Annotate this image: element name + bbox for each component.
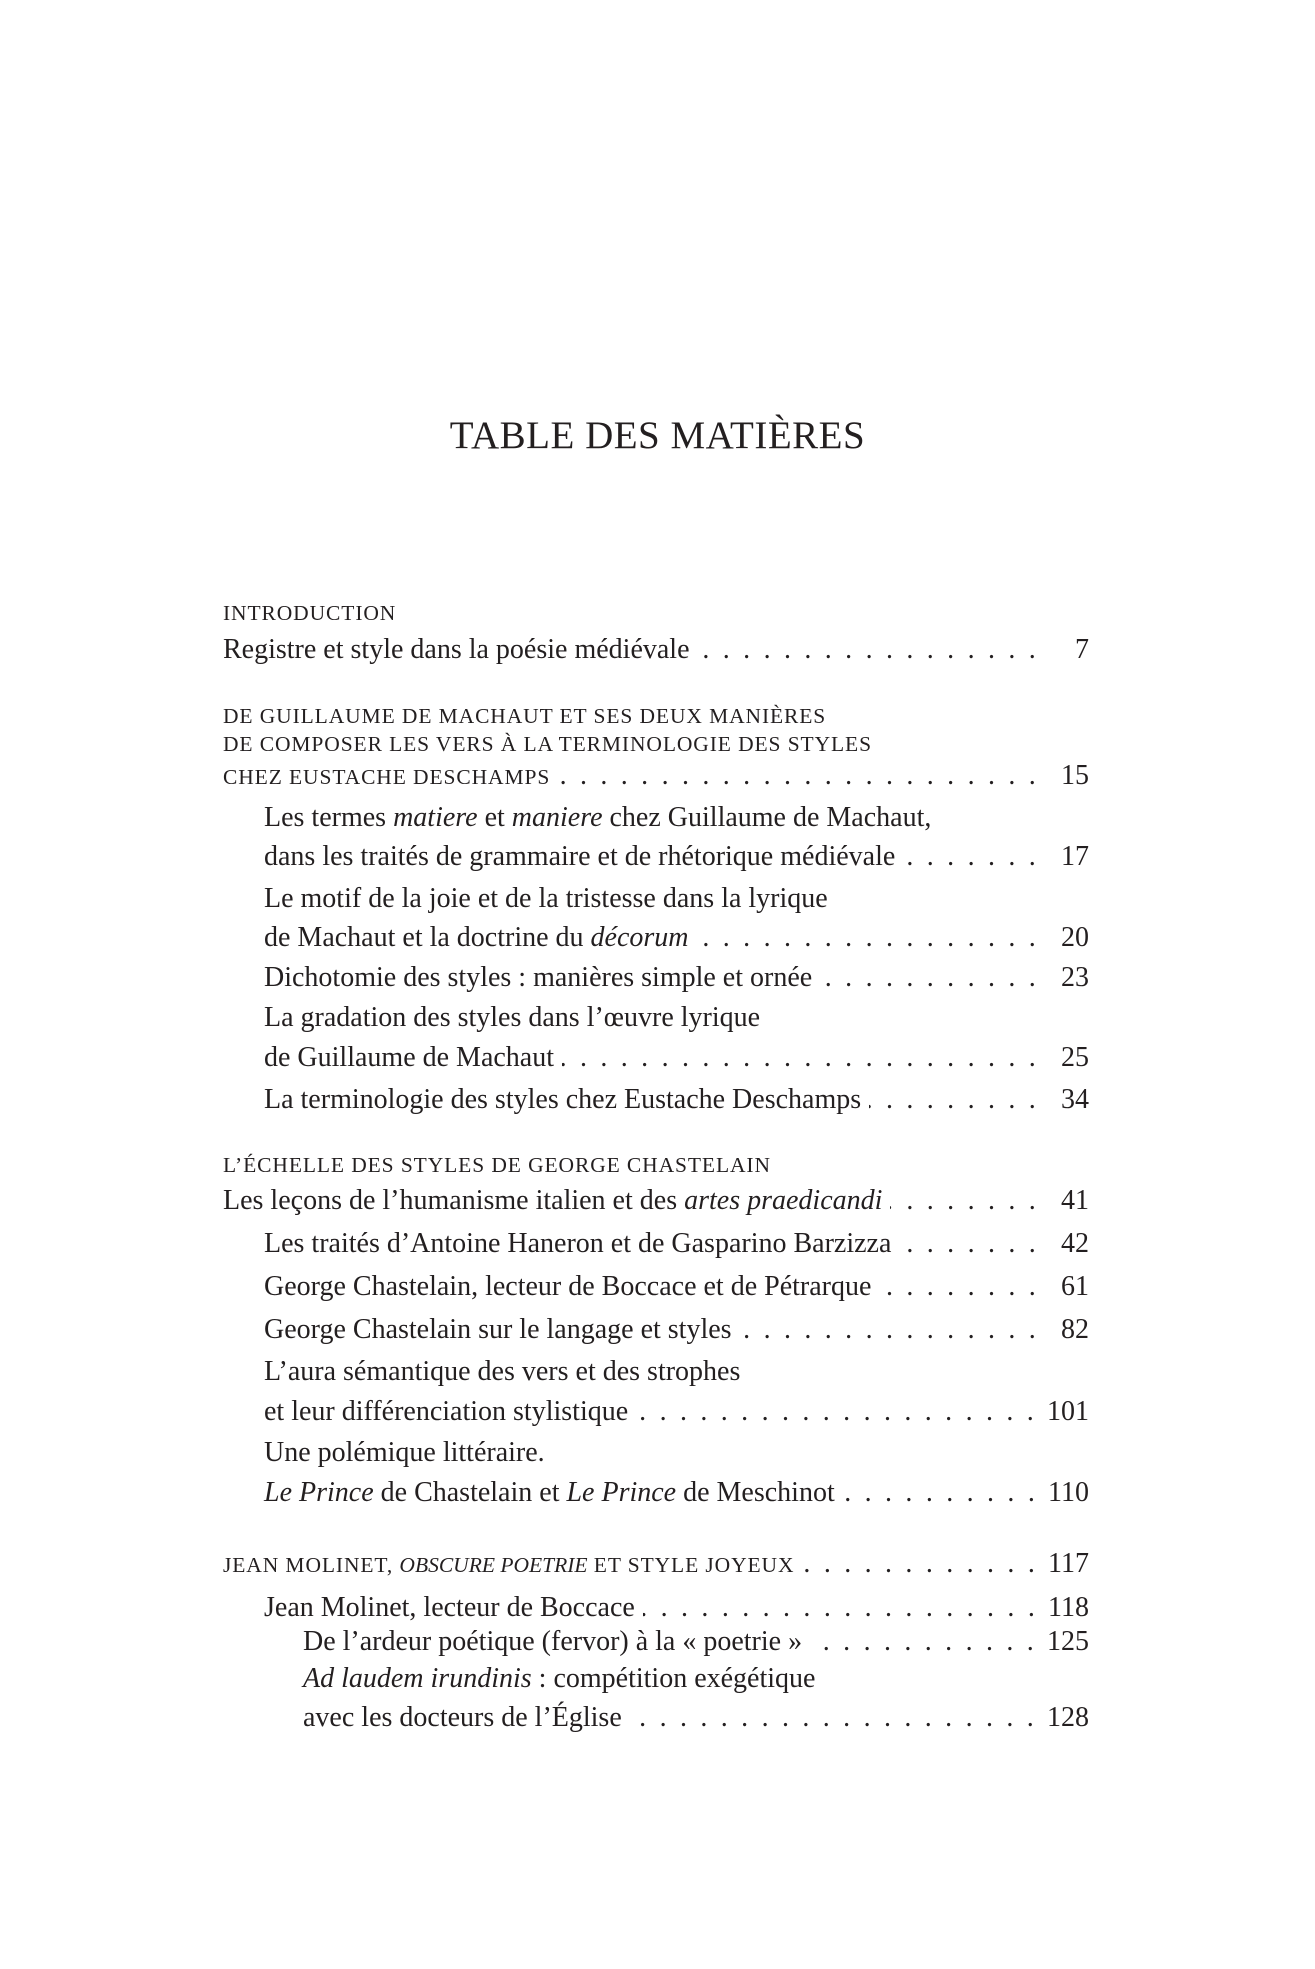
page-number: 101 xyxy=(1047,1396,1089,1427)
section-heading-chastelain: L’ÉCHELLE DES STYLES DE GEORGE CHASTELAIN xyxy=(223,1153,771,1177)
toc-entry-line1[interactable] xyxy=(264,801,1089,835)
dot-leader xyxy=(890,1184,1039,1218)
page-number: 15 xyxy=(1061,760,1089,791)
toc-entry-line1[interactable] xyxy=(264,1436,1089,1470)
toc-entry-line1[interactable] xyxy=(264,882,1089,916)
dot-leader xyxy=(698,633,1039,667)
toc-entry-section-heading[interactable] xyxy=(223,1547,1089,1581)
entry-title: La gradation des styles dans l’œuvre lyrique xyxy=(264,1002,761,1033)
section-heading-introduction: INTRODUCTION xyxy=(223,601,397,625)
toc-entry[interactable] xyxy=(223,633,1089,667)
entry-title: Les leçons de l’humanisme italien et des artes praedicandi xyxy=(223,1185,883,1216)
entry-title: La terminologie des styles chez Eustache Deschamps xyxy=(264,1084,862,1115)
section-heading-machaut-line2: DE COMPOSER LES VERS À LA TERMINOLOGIE DES STYLES xyxy=(223,732,872,756)
dot-leader xyxy=(802,1547,1038,1581)
toc-entry[interactable] xyxy=(264,921,1089,955)
dot-leader xyxy=(843,1476,1038,1510)
entry-title: Une polémique littéraire. xyxy=(264,1437,545,1468)
dot-leader xyxy=(636,1395,1037,1429)
entry-title: Dichotomie des styles : manières simple et ornée xyxy=(264,962,813,993)
entry-title: George Chastelain, lecteur de Boccace et de Pétrarque xyxy=(264,1271,872,1302)
entry-title: de Machaut et la doctrine du décorum xyxy=(264,922,689,953)
toc-entry-line1[interactable] xyxy=(264,1355,1089,1389)
dot-leader xyxy=(630,1701,1037,1735)
dot-leader xyxy=(869,1083,1039,1117)
page-number: 25 xyxy=(1061,1042,1089,1073)
toc-entry[interactable] xyxy=(264,1083,1089,1117)
page-number: 7 xyxy=(1075,634,1089,665)
page-number: 20 xyxy=(1061,922,1089,953)
entry-title: et leur différenciation stylistique xyxy=(264,1396,629,1427)
entry-title: CHEZ EUSTACHE DESCHAMPS xyxy=(223,765,551,789)
dot-leader xyxy=(558,759,1039,793)
entry-title: JEAN MOLINET, OBSCURE POETRIE ET STYLE JOYEUX xyxy=(223,1553,795,1577)
page-number: 41 xyxy=(1061,1185,1089,1216)
toc-entry-line1[interactable] xyxy=(264,1001,1089,1035)
page-number: 118 xyxy=(1048,1592,1089,1623)
section-heading-machaut: DE GUILLAUME DE MACHAUT ET SES DEUX MANIÈRES xyxy=(223,704,827,728)
toc-entry[interactable] xyxy=(264,840,1089,874)
page-number: 117 xyxy=(1048,1548,1089,1579)
entry-title: Les traités d’Antoine Haneron et de Gasparino Barzizza xyxy=(264,1228,892,1259)
toc-entry[interactable] xyxy=(264,1041,1089,1075)
page-number: 128 xyxy=(1047,1702,1089,1733)
entry-title: Ad laudem irundinis : compétition exégétique xyxy=(303,1663,816,1694)
page-number: 23 xyxy=(1061,962,1089,993)
entry-title: L’aura sémantique des vers et des strophes xyxy=(264,1356,741,1387)
page-number: 17 xyxy=(1061,841,1089,872)
entry-title: avec les docteurs de l’Église xyxy=(303,1702,622,1733)
toc-entry-section-heading[interactable] xyxy=(223,759,1089,793)
page-number: 34 xyxy=(1061,1084,1089,1115)
toc-entry[interactable] xyxy=(264,1395,1089,1429)
dot-leader xyxy=(697,921,1039,955)
page-number: 61 xyxy=(1061,1271,1089,1302)
entry-title: Le Prince de Chastelain et Le Prince de Meschinot xyxy=(264,1477,835,1508)
dot-leader xyxy=(562,1041,1039,1075)
toc-entry[interactable] xyxy=(264,1476,1089,1510)
toc-entry[interactable] xyxy=(264,961,1089,995)
dot-leader xyxy=(643,1591,1038,1625)
page-number: 125 xyxy=(1047,1626,1089,1657)
entry-title: dans les traités de grammaire et de rhétorique médiévale xyxy=(264,841,896,872)
entry-title: Le motif de la joie et de la tristesse dans la lyrique xyxy=(264,883,828,914)
page-number: 110 xyxy=(1048,1477,1089,1508)
entry-title: Les termes matiere et maniere chez Guillaume de Machaut, xyxy=(264,802,932,833)
toc-entry-line1[interactable] xyxy=(303,1662,1089,1696)
dot-leader xyxy=(740,1313,1039,1347)
toc-entry[interactable] xyxy=(223,1184,1089,1218)
entry-title: Registre et style dans la poésie médiévale xyxy=(223,634,690,665)
page-number: 42 xyxy=(1061,1228,1089,1259)
entry-title: de Guillaume de Machaut xyxy=(264,1042,555,1073)
toc-entry[interactable] xyxy=(264,1313,1089,1347)
entry-title: Jean Molinet, lecteur de Boccace xyxy=(264,1592,635,1623)
page-title: TABLE DES MATIÈRES xyxy=(449,414,866,457)
dot-leader xyxy=(820,961,1039,995)
entry-title: George Chastelain sur le langage et styles xyxy=(264,1314,732,1345)
page-number: 82 xyxy=(1061,1314,1089,1345)
toc-entry[interactable] xyxy=(264,1270,1089,1304)
entry-title: De l’ardeur poétique (fervor) à la « poetrie » xyxy=(303,1626,803,1657)
toc-entry[interactable] xyxy=(303,1701,1089,1735)
dot-leader xyxy=(903,840,1039,874)
dot-leader xyxy=(899,1227,1039,1261)
toc-entry[interactable] xyxy=(264,1591,1089,1625)
dot-leader xyxy=(810,1625,1037,1659)
toc-entry[interactable] xyxy=(264,1227,1089,1261)
dot-leader xyxy=(879,1270,1039,1304)
toc-entry[interactable] xyxy=(303,1625,1089,1659)
